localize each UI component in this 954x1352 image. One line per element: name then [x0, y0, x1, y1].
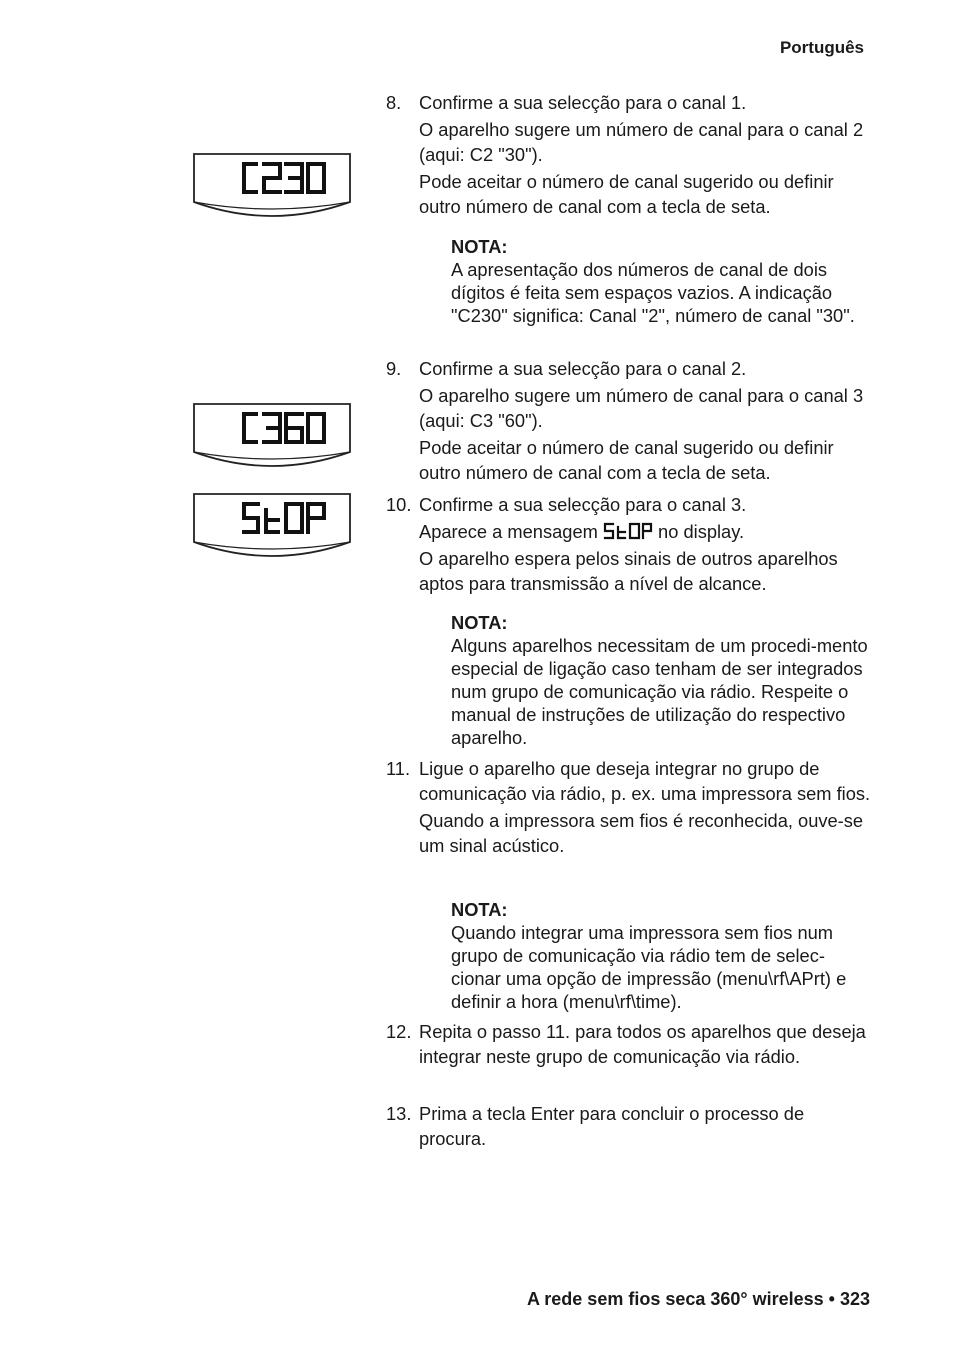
step-13 — [386, 1101, 876, 1151]
step-12 — [386, 1019, 876, 1069]
step-text: Confirme a sua selecção para o canal 2. — [419, 358, 747, 379]
note-title: NOTA: — [451, 899, 508, 920]
note-2 — [451, 611, 871, 749]
note-text: Quando integrar uma impressora sem fios num grupo de comunicação via rádio tem de selec-cionar uma opção de impressão (menu\rf\APrt) e definir a hora (menu\rf\time). — [451, 922, 847, 1012]
step-number: 12. — [386, 1021, 412, 1042]
step-8 — [386, 90, 876, 219]
note-title: NOTA: — [451, 236, 508, 257]
step-text: Ligue o aparelho que deseja integrar no grupo de comunicação via rádio, p. ex. uma impressora sem fios. — [419, 758, 871, 804]
step-text: Pode aceitar o número de canal sugerido ou definir outro número de canal com a tecla de seta. — [419, 437, 834, 483]
step-text: Pode aceitar o número de canal sugerido ou definir outro número de canal com a tecla de seta. — [419, 171, 834, 217]
step-text: Prima a tecla Enter para concluir o processo de procura. — [419, 1103, 805, 1149]
stop-segment-code — [603, 522, 653, 540]
step-text: O aparelho espera pelos sinais de outros aparelhos aptos para transmissão a nível de alcance. — [419, 548, 838, 594]
step-text: no display. — [658, 521, 745, 542]
page-footer: A rede sem fios seca 360° wireless • 323 — [526, 1289, 870, 1309]
step-number: 13. — [386, 1103, 412, 1124]
step-text: O aparelho sugere um número de canal para o canal 2 (aqui: C2 "30"). — [419, 119, 864, 165]
step-number: 9. — [386, 358, 402, 379]
step-number: 10. — [386, 494, 412, 515]
step-text: Repita o passo 11. para todos os aparelhos que deseja integrar neste grupo de comunicação via rádio. — [419, 1021, 866, 1067]
lcd-display-stop — [192, 492, 352, 558]
language-header: Português — [779, 38, 864, 57]
step-9 — [386, 356, 876, 485]
note-text: Alguns aparelhos necessitam de um procedi-mento especial de ligação caso tenham de ser integrados num grupo de comunicação via rádio. Respeite o manual de instruções de utilização do respectivo aparelho. — [451, 635, 868, 748]
step-number: 11. — [386, 758, 411, 779]
note-3 — [451, 898, 871, 1013]
lcd-display-c230 — [192, 152, 352, 218]
step-text: O aparelho sugere um número de canal para o canal 3 (aqui: C3 "60"). — [419, 385, 864, 431]
step-text: Quando a impressora sem fios é reconhecida, ouve-se um sinal acústico. — [419, 810, 864, 856]
step-11 — [386, 756, 876, 858]
step-10 — [386, 492, 876, 596]
step-text: Confirme a sua selecção para o canal 3. — [419, 494, 747, 515]
step-number: 8. — [386, 92, 402, 113]
lcd-display-c360 — [192, 402, 352, 468]
step-text: Aparece a mensagem — [419, 521, 598, 542]
note-text: A apresentação dos números de canal de dois dígitos é feita sem espaços vazios. A indicação "C230" significa: Canal "2", número de canal "30". — [451, 259, 855, 326]
note-1 — [451, 235, 871, 327]
step-text: Confirme a sua selecção para o canal 1. — [419, 92, 747, 113]
note-title: NOTA: — [451, 612, 508, 633]
step-text-with-display-code — [419, 519, 876, 544]
